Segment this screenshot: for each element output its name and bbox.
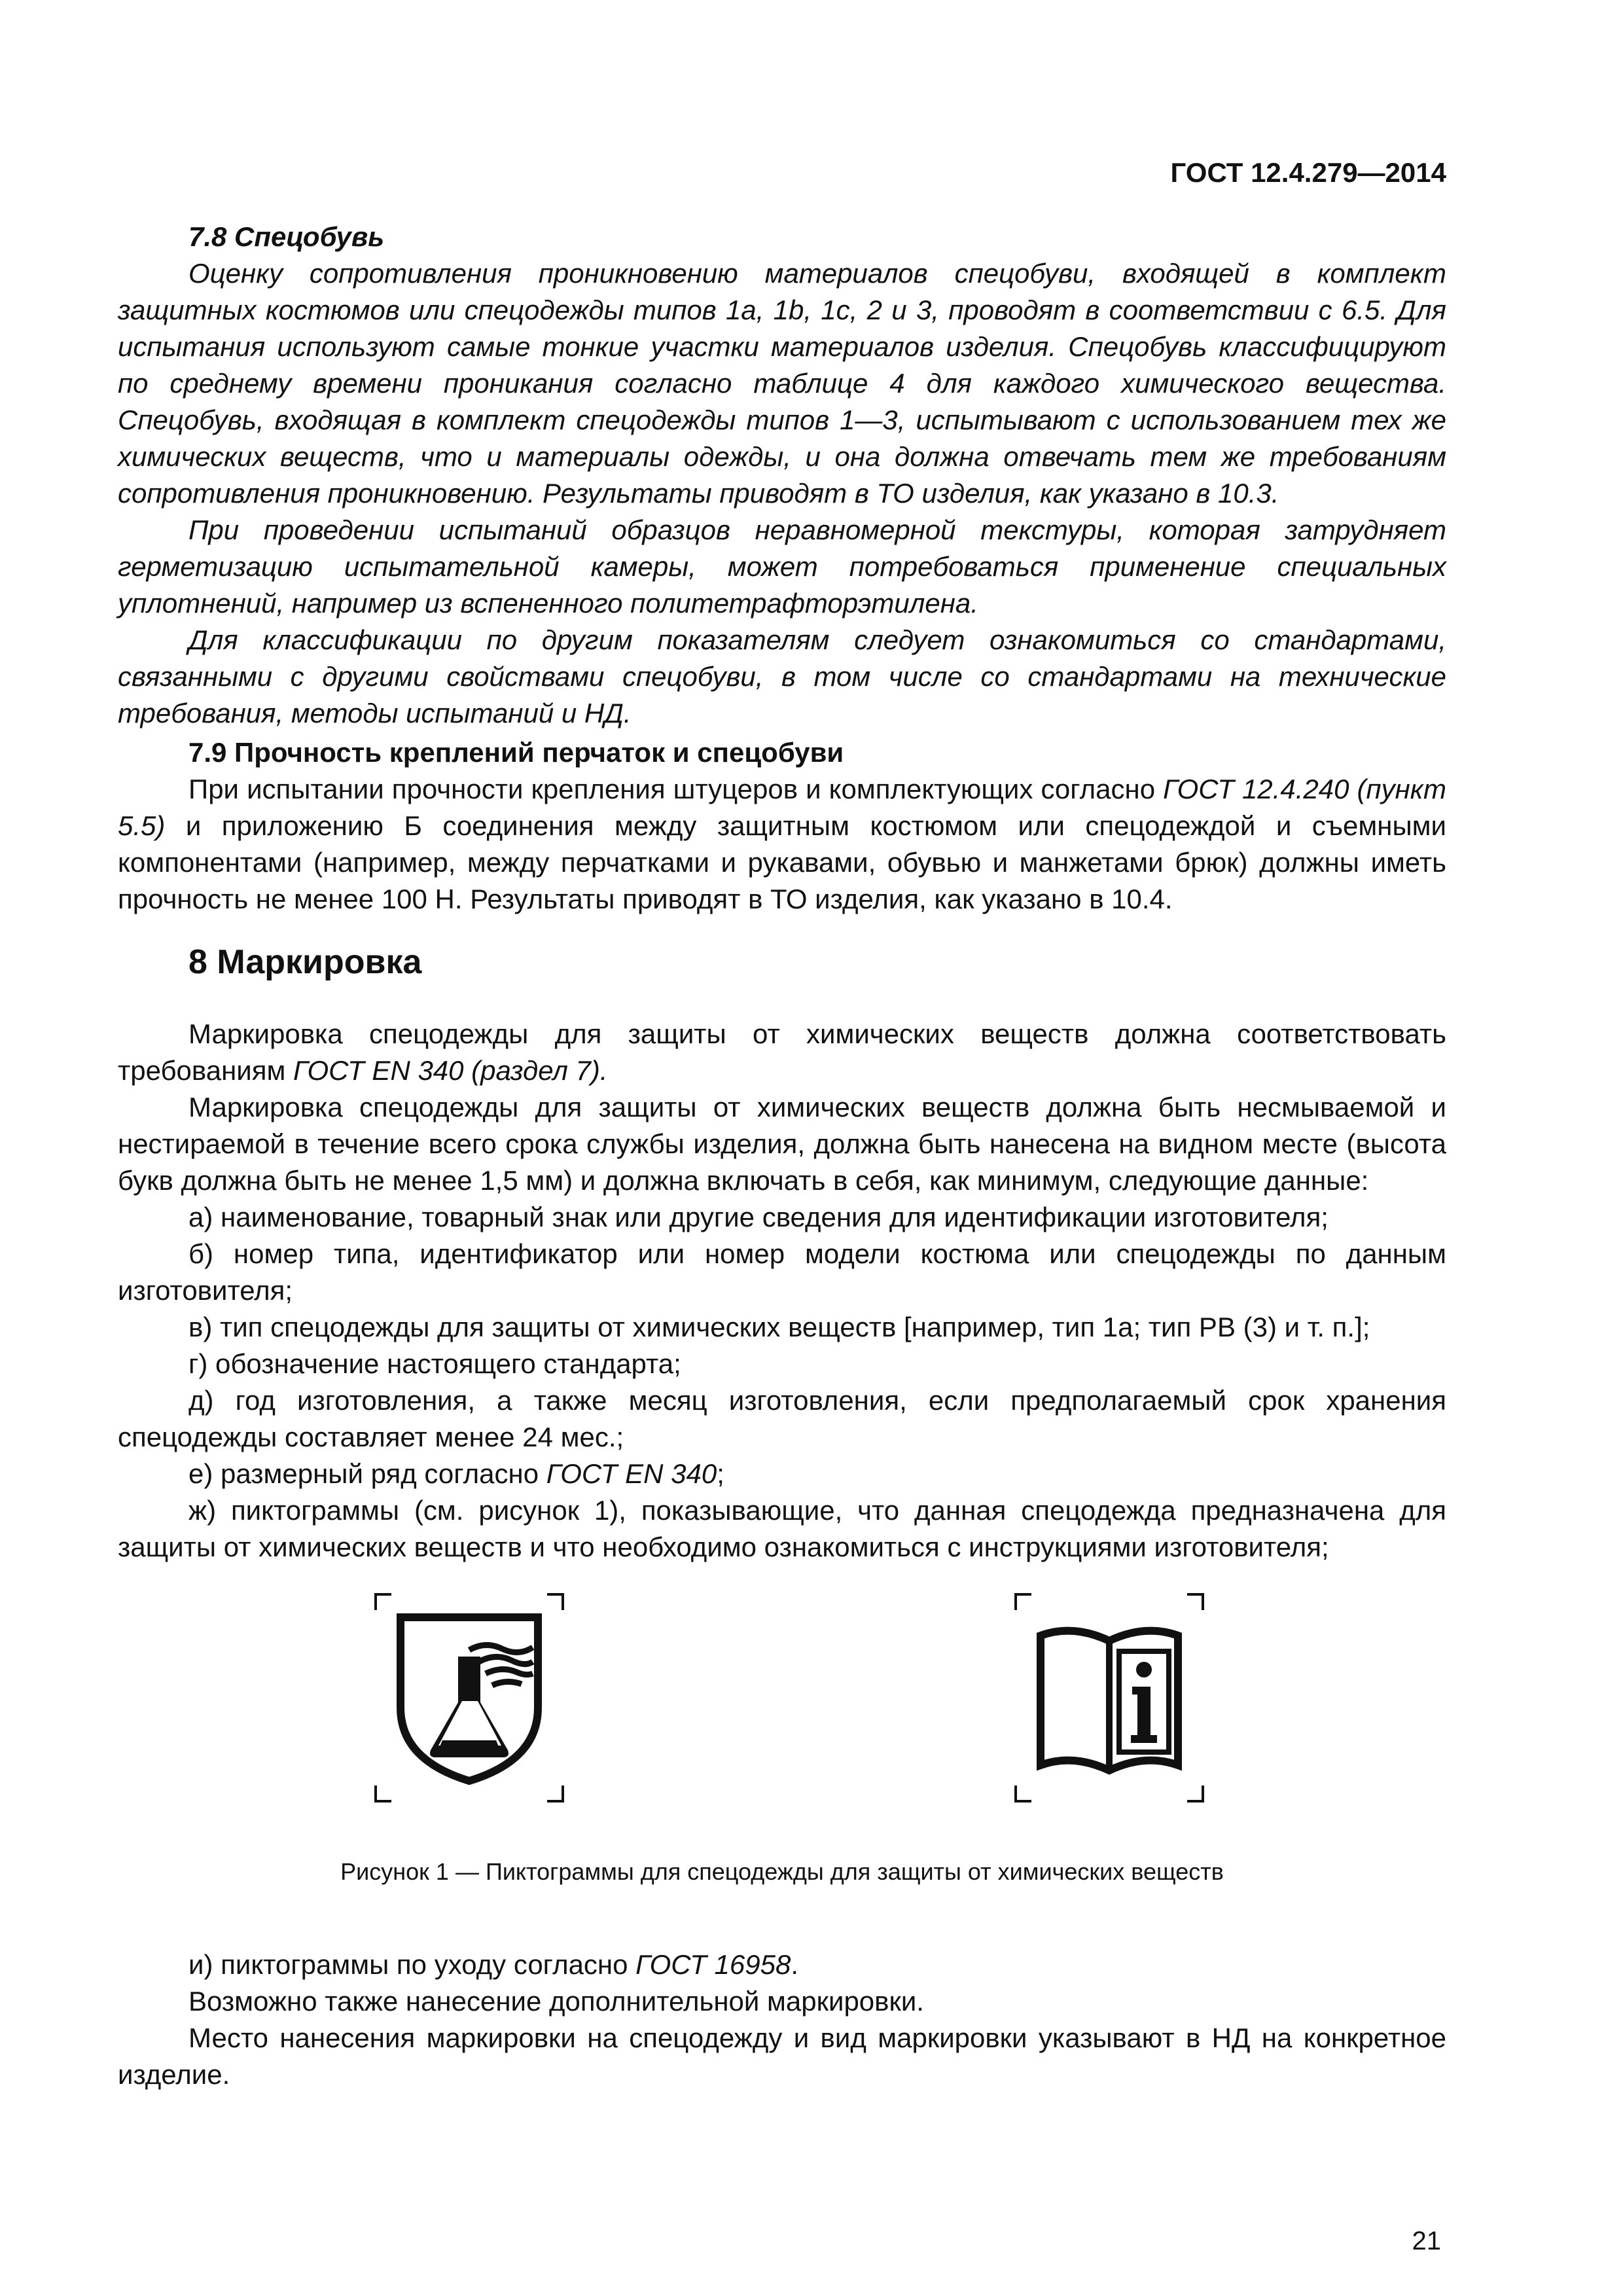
- list-item-b: б) номер типа, идентификатор или номер модели костюма или спецодежды по данным изготовителя;: [118, 1238, 1446, 1306]
- section-8-paragraph-1: [118, 1016, 1446, 1089]
- document-code: ГОСТ 12.4.279—2014: [1170, 157, 1446, 188]
- text-fragment: и) пиктограммы по уходу согласно: [188, 1949, 636, 1980]
- text-fragment: ;: [717, 1458, 724, 1489]
- section-7-8-paragraph-1: Оценку сопротивления проникновению материалов спецобуви, входящей в комплект защитных костюмов или спецодежды типов 1а, 1b, 1с, 2 и 3, проводят в соответствии с 6.5. Для испытания используют самые тонкие участки материалов изделия. Спецобувь классифицируют по среднему времени проникания согласно таблице 4 для каждого химического вещества. Спецобувь, входящая в комплект спецодежды типов 1—3, испытывают с использованием тех же химических веществ, что и материалы одежды, и она должна отвечать тем же требованиям сопротивления проникновению. Результаты приводят в ТО изделия, как указано в 10.3.: [118, 258, 1446, 509]
- standard-reference: ГОСТ EN 340 (раздел 7).: [293, 1055, 608, 1086]
- section-7-9-title: 7.9 Прочность креплений перчаток и спецобуви: [188, 737, 844, 768]
- list-item-e: [118, 1456, 1446, 1492]
- figure-caption: Рисунок 1 — Пиктограммы для спецодежды для защиты от химических веществ: [340, 1858, 1224, 1885]
- section-8-paragraph-3: Возможно также нанесение дополнительной маркировки.: [188, 1986, 924, 2017]
- text-fragment: .: [791, 1949, 799, 1980]
- list-item-a: а) наименование, товарный знак или другие сведения для идентификации изготовителя;: [188, 1202, 1329, 1232]
- section-8-paragraph-4: Место нанесения маркировки на спецодежду и вид маркировки указывают в НД на конкретное изделие.: [118, 2022, 1446, 2090]
- section-7-9-paragraph: [118, 771, 1446, 918]
- text-fragment: При испытании прочности крепления штуцеров и комплектующих согласно: [188, 774, 1164, 804]
- text-fragment: Маркировка спецодежды для защиты от химических веществ должна соответствовать требованиям: [118, 1018, 1446, 1086]
- section-8-title: 8 Маркировка: [188, 943, 422, 981]
- chemical-protection-pictogram: [374, 1593, 564, 1803]
- figure-1: [118, 1580, 1446, 1946]
- list-item-i: [118, 1946, 1446, 1983]
- standard-reference: ГОСТ 16958: [635, 1949, 791, 1980]
- section-7-8-title: 7.8 Спецобувь: [188, 221, 385, 252]
- list-item-d: д) год изготовления, а также месяц изготовления, если предполагаемый срок хранения спецодежды составляет менее 24 мес.;: [118, 1385, 1446, 1452]
- standard-reference: ГОСТ EN 340: [546, 1458, 717, 1489]
- section-8-paragraph-2: Маркировка спецодежды для защиты от химических веществ должна быть несмываемой и нестираемой в течение всего срока службы изделия, должна быть нанесена на видном месте (высота букв должна быть не менее 1,5 мм) и должна включать в себя, как минимум, следующие данные:: [118, 1092, 1446, 1196]
- list-item-zh: ж) пиктограммы (см. рисунок 1), показывающие, что данная спецодежда предназначена для защиты от химических веществ и что необходимо ознакомиться с инструкциями изготовителя;: [118, 1495, 1446, 1562]
- document-body: [118, 216, 1446, 2093]
- read-instructions-pictogram: [1014, 1593, 1204, 1803]
- section-7-8-paragraph-3: Для классификации по другим показателям следует ознакомиться со стандартами, связанными с другими свойствами спецобуви, в том числе со стандартами на технические требования, методы испытаний и НД.: [118, 624, 1446, 728]
- text-fragment: и приложению Б соединения между защитным костюмом или спецодеждой и съемными компонентами (например, между перчатками и рукавами, обувью и манжетами брюк) должны иметь прочность не менее 100 Н. Результаты приводят в ТО изделия, как указано в 10.4.: [118, 810, 1446, 914]
- standard-reference: ГОСТ 12.4.240 (пункт 5.5): [118, 774, 1447, 841]
- page-number: 21: [1412, 2227, 1441, 2255]
- list-item-g: г) обозначение настоящего стандарта;: [188, 1348, 681, 1379]
- read-instructions-book-icon: [1027, 1609, 1191, 1786]
- list-item-v: в) тип спецодежды для защиты от химических веществ [например, тип 1а; тип PB (3) и т. п.];: [188, 1312, 1370, 1342]
- chemical-protection-shield-icon: [387, 1609, 551, 1786]
- text-fragment: е) размерный ряд согласно: [188, 1458, 546, 1489]
- section-7-8-paragraph-2: При проведении испытаний образцов неравномерной текстуры, которая затрудняет герметизацию испытательной камеры, может потребоваться применение специальных уплотнений, например из вспененного политетрафторэтилена.: [118, 514, 1446, 619]
